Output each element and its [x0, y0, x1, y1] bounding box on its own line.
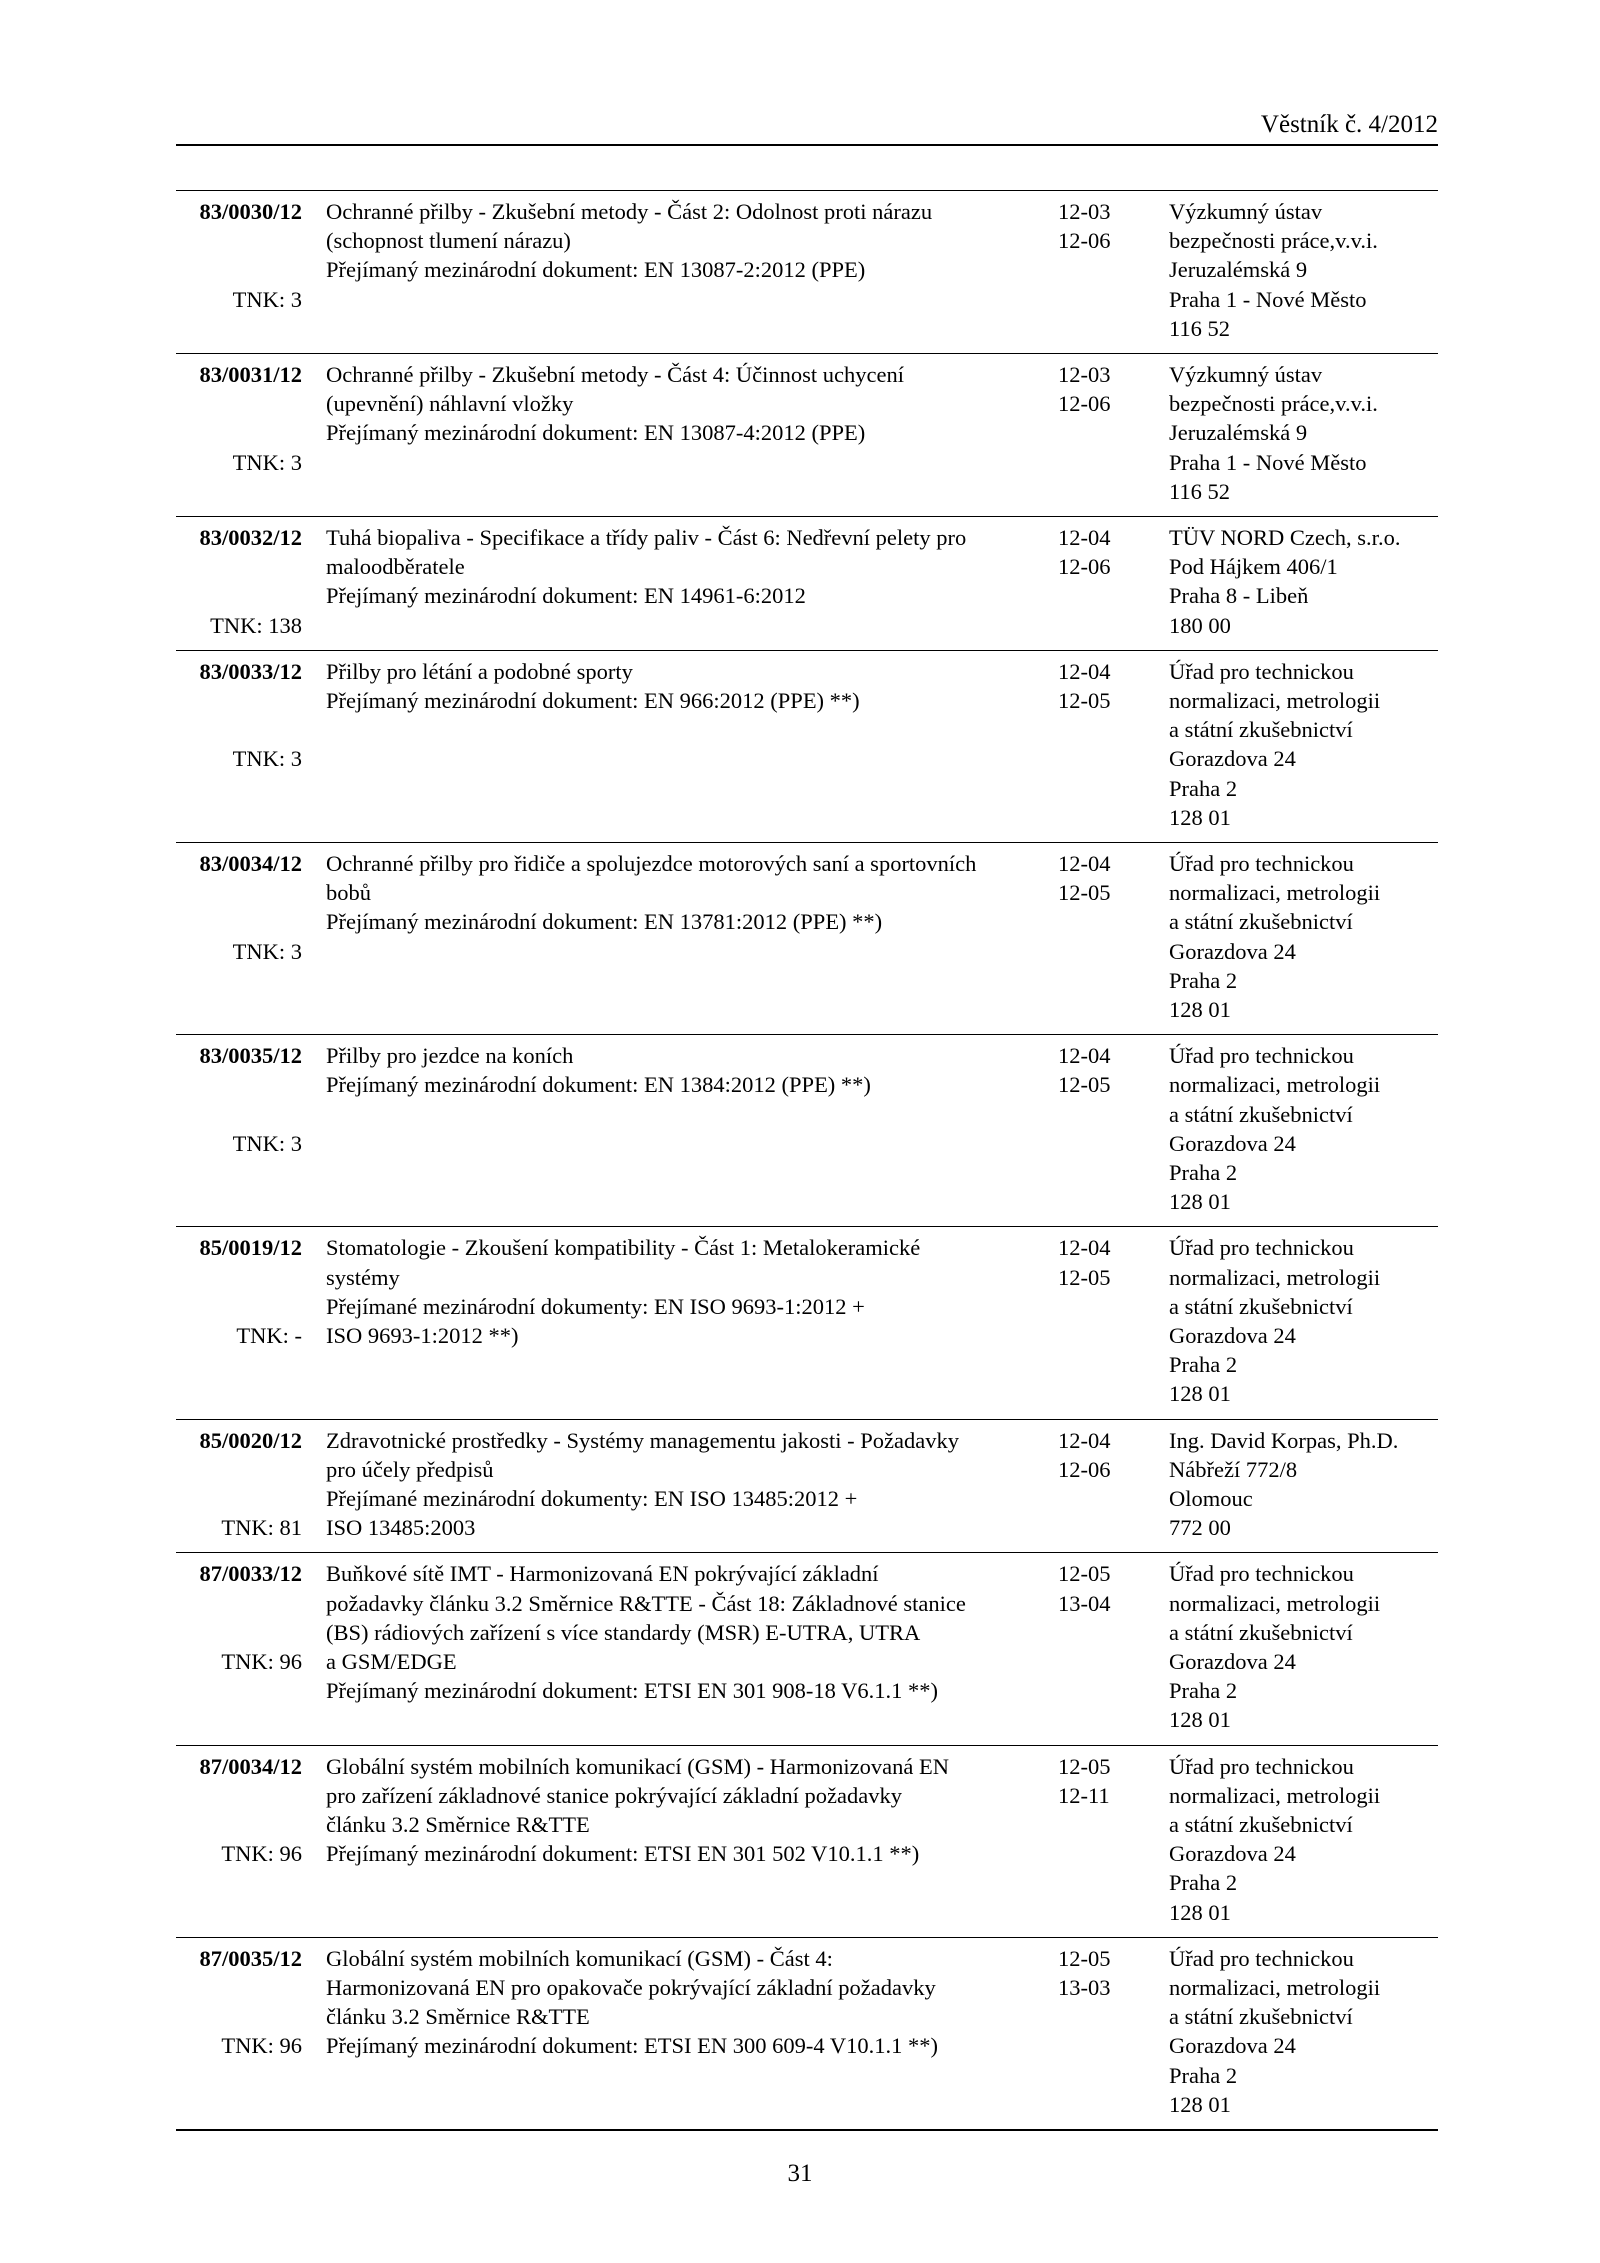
org-line: 128 01 — [1169, 1899, 1231, 1925]
date-value: 12-06 — [1058, 228, 1111, 254]
org-line: a státní zkušebnictví — [1169, 1293, 1353, 1319]
standard-code: 87/0034/12 — [199, 1753, 302, 1779]
org-line: Olomouc — [1169, 1485, 1253, 1511]
title-line: Stomatologie - Zkoušení kompatibility - Část 1: Metalokeramické — [326, 1235, 921, 1261]
org-line: Úřad pro technickou — [1169, 1235, 1354, 1261]
org-line: Jeruzalémská 9 — [1169, 420, 1308, 446]
org-line: Praha 1 - Nové Město — [1169, 449, 1367, 475]
title-line: Přejímaný mezinárodní dokument: ETSI EN 301 908-18 V6.1.1 **) — [326, 1678, 938, 1704]
table-row — [176, 1745, 1438, 1937]
tnk-label: TNK: 3 — [232, 746, 302, 772]
date-value: 12-04 — [1058, 525, 1111, 550]
date-value: 12-05 — [1058, 1264, 1111, 1290]
organization-cell — [1169, 1559, 1439, 1734]
organization-cell — [1169, 1041, 1439, 1216]
org-line: normalizaci, metrologii — [1169, 1782, 1381, 1808]
dates-cell — [1058, 1944, 1148, 2002]
title-cell — [326, 197, 1046, 285]
org-line: Gorazdova 24 — [1169, 938, 1296, 964]
page-header — [176, 110, 1438, 146]
title-line: Přejímaný mezinárodní dokument: EN 14961-6:2012 — [326, 583, 806, 609]
title-line: pro účely předpisů — [326, 1456, 494, 1482]
title-line: Přilby pro jezdce na koních — [326, 1043, 574, 1069]
tnk-label: TNK: 3 — [232, 938, 302, 964]
dates-cell — [1058, 1041, 1148, 1099]
organization-cell — [1169, 360, 1439, 506]
standards-table — [176, 190, 1438, 2131]
standard-code: 83/0030/12 — [199, 199, 302, 224]
title-cell — [326, 657, 1046, 715]
org-line: 128 01 — [1169, 1707, 1231, 1733]
org-line: 128 01 — [1169, 2091, 1231, 2117]
title-cell — [326, 1041, 1046, 1099]
table-row — [176, 353, 1438, 516]
org-line: a státní zkušebnictví — [1169, 2004, 1353, 2030]
title-line: Globální systém mobilních komunikací (GSM) - Část 4: — [326, 1945, 833, 1971]
organization-cell — [1169, 1752, 1439, 1927]
title-line: systémy — [326, 1264, 400, 1290]
table-row — [176, 842, 1438, 1034]
table-row — [176, 1552, 1438, 1744]
date-value: 13-03 — [1058, 1974, 1111, 2000]
title-line: Přejímaný mezinárodní dokument: EN 13781:2012 (PPE) **) — [326, 909, 883, 935]
dates-cell — [1058, 360, 1148, 418]
title-line: ISO 13485:2003 — [326, 1515, 476, 1541]
tnk-label: TNK: 138 — [210, 612, 302, 638]
date-value: 12-11 — [1058, 1782, 1110, 1808]
title-line: Přejímaný mezinárodní dokument: EN 1384:2012 (PPE) **) — [326, 1072, 871, 1098]
organization-cell — [1169, 523, 1439, 640]
title-line: Tuhá biopaliva - Specifikace a třídy paliv - Část 6: Nedřevní pelety pro — [326, 525, 967, 550]
org-line: Praha 1 - Nové Město — [1169, 286, 1367, 312]
date-value: 12-03 — [1058, 362, 1111, 387]
org-line: Úřad pro technickou — [1169, 1043, 1354, 1069]
title-line: požadavky článku 3.2 Směrnice R&TTE - Část 18: Základnové stanice — [326, 1590, 966, 1616]
title-line: Přejímaný mezinárodní dokument: ETSI EN 301 502 V10.1.1 **) — [326, 1841, 920, 1867]
page-number: 31 — [787, 2160, 813, 2187]
org-line: Praha 2 — [1169, 2062, 1238, 2088]
dates-cell — [1058, 1233, 1148, 1291]
title-cell — [326, 1944, 1046, 2061]
org-line: Gorazdova 24 — [1169, 1841, 1296, 1867]
dates-cell — [1058, 1426, 1148, 1484]
org-line: 116 52 — [1169, 478, 1231, 504]
org-line: Praha 2 — [1169, 1159, 1238, 1185]
org-line: 180 00 — [1169, 612, 1231, 638]
date-value: 12-05 — [1058, 1072, 1111, 1098]
table-row — [176, 650, 1438, 842]
title-line: bobů — [326, 880, 371, 906]
standard-code: 85/0019/12 — [199, 1235, 302, 1261]
code-cell — [176, 1041, 302, 1156]
date-value: 12-04 — [1058, 1427, 1111, 1453]
org-line: Výzkumný ústav — [1169, 362, 1323, 387]
code-cell — [176, 1944, 302, 2059]
org-line: normalizaci, metrologii — [1169, 1974, 1381, 2000]
organization-cell — [1169, 849, 1439, 1024]
org-line: Gorazdova 24 — [1169, 746, 1296, 772]
code-cell — [176, 657, 302, 772]
tnk-label: TNK: 3 — [232, 286, 302, 312]
code-cell — [176, 1426, 302, 1541]
title-line: Ochranné přilby pro řidiče a spolujezdce motorových saní a sportovních — [326, 850, 977, 876]
standard-code: 87/0033/12 — [199, 1561, 302, 1587]
dates-cell — [1058, 1559, 1148, 1617]
table-row — [176, 516, 1438, 650]
org-line: Výzkumný ústav — [1169, 199, 1323, 224]
title-cell — [326, 849, 1046, 937]
title-line: Přilby pro létání a podobné sporty — [326, 658, 633, 684]
organization-cell — [1169, 657, 1439, 832]
date-value: 12-04 — [1058, 1235, 1111, 1261]
org-line: Gorazdova 24 — [1169, 1322, 1296, 1348]
title-line: Harmonizovaná EN pro opakovače pokrývající základní požadavky — [326, 1974, 936, 2000]
date-value: 12-06 — [1058, 391, 1111, 417]
org-line: Ing. David Korpas, Ph.D. — [1169, 1427, 1399, 1453]
organization-cell — [1169, 1944, 1439, 2119]
date-value: 12-04 — [1058, 1043, 1111, 1069]
title-line: ISO 9693-1:2012 **) — [326, 1322, 519, 1348]
org-line: Gorazdova 24 — [1169, 1648, 1296, 1674]
org-line: bezpečnosti práce,v.v.i. — [1169, 228, 1378, 254]
standard-code: 83/0033/12 — [199, 658, 302, 684]
org-line: Gorazdova 24 — [1169, 2033, 1296, 2059]
org-line: normalizaci, metrologii — [1169, 1072, 1381, 1098]
org-line: Praha 2 — [1169, 775, 1238, 801]
date-value: 12-06 — [1058, 1456, 1111, 1482]
tnk-label: TNK: 96 — [221, 1648, 302, 1674]
org-line: Nábřeží 772/8 — [1169, 1456, 1298, 1482]
date-value: 12-03 — [1058, 199, 1111, 224]
code-cell — [176, 1233, 302, 1348]
org-line: a státní zkušebnictví — [1169, 1619, 1353, 1645]
org-line: 772 00 — [1169, 1515, 1231, 1541]
org-line: a státní zkušebnictví — [1169, 717, 1353, 743]
org-line: normalizaci, metrologii — [1169, 880, 1381, 906]
standard-code: 87/0035/12 — [199, 1945, 302, 1971]
org-line: Praha 8 - Libeň — [1169, 583, 1309, 609]
standard-code: 83/0032/12 — [199, 525, 302, 550]
org-line: Praha 2 — [1169, 1352, 1238, 1378]
dates-cell — [1058, 849, 1148, 907]
organization-cell — [1169, 197, 1439, 343]
org-line: Pod Hájkem 406/1 — [1169, 554, 1338, 580]
table-row — [176, 1034, 1438, 1226]
org-line: Jeruzalémská 9 — [1169, 257, 1308, 283]
org-line: bezpečnosti práce,v.v.i. — [1169, 391, 1378, 417]
dates-cell — [1058, 523, 1148, 581]
org-line: a státní zkušebnictví — [1169, 1811, 1353, 1837]
org-line: a státní zkušebnictví — [1169, 1101, 1353, 1127]
title-line: Přejímaný mezinárodní dokument: EN 13087-2:2012 (PPE) — [326, 257, 866, 283]
title-line: pro zařízení základnové stanice pokrývající základní požadavky — [326, 1782, 902, 1808]
title-line: (BS) rádiových zařízení s více standardy (MSR) E-UTRA, UTRA — [326, 1619, 921, 1645]
org-line: 116 52 — [1169, 315, 1231, 341]
title-line: a GSM/EDGE — [326, 1648, 457, 1674]
title-cell — [326, 1426, 1046, 1543]
org-line: Praha 2 — [1169, 1870, 1238, 1896]
code-cell — [176, 1752, 302, 1867]
organization-cell — [1169, 1426, 1439, 1543]
org-line: a státní zkušebnictví — [1169, 909, 1353, 935]
code-cell — [176, 523, 302, 638]
title-line: Přejímaný mezinárodní dokument: ETSI EN 300 609-4 V10.1.1 **) — [326, 2033, 938, 2059]
dates-cell — [1058, 657, 1148, 715]
standard-code: 83/0031/12 — [199, 362, 302, 387]
title-cell — [326, 360, 1046, 448]
title-line: Přejímané mezinárodní dokumenty: EN ISO 13485:2012 + — [326, 1485, 858, 1511]
code-cell — [176, 197, 302, 312]
dates-cell — [1058, 1752, 1148, 1810]
tnk-label: TNK: 3 — [232, 449, 302, 475]
org-line: 128 01 — [1169, 804, 1231, 830]
title-line: Zdravotnické prostředky - Systémy managementu jakosti - Požadavky — [326, 1427, 959, 1453]
title-line: (schopnost tlumení nárazu) — [326, 228, 571, 254]
title-line: Ochranné přilby - Zkušební metody - Část 2: Odolnost proti nárazu — [326, 199, 933, 224]
title-line: článku 3.2 Směrnice R&TTE — [326, 2004, 590, 2030]
code-cell — [176, 849, 302, 964]
org-line: Úřad pro technickou — [1169, 850, 1354, 876]
table-row — [176, 1419, 1438, 1553]
org-line: 128 01 — [1169, 1381, 1231, 1407]
org-line: Gorazdova 24 — [1169, 1130, 1296, 1156]
code-cell — [176, 360, 302, 475]
title-line: Ochranné přilby - Zkušební metody - Část 4: Účinnost uchycení — [326, 362, 904, 387]
org-line: normalizaci, metrologii — [1169, 1590, 1381, 1616]
date-value: 13-04 — [1058, 1590, 1111, 1616]
title-cell — [326, 523, 1046, 611]
title-line: Globální systém mobilních komunikací (GSM) - Harmonizovaná EN — [326, 1753, 950, 1779]
title-line: (upevnění) náhlavní vložky — [326, 391, 574, 417]
org-line: Úřad pro technickou — [1169, 1561, 1354, 1587]
tnk-label: TNK: 96 — [221, 1841, 302, 1867]
table-row — [176, 1937, 1438, 2129]
date-value: 12-05 — [1058, 1561, 1111, 1587]
org-line: normalizaci, metrologii — [1169, 1264, 1381, 1290]
date-value: 12-05 — [1058, 1945, 1111, 1971]
date-value: 12-06 — [1058, 554, 1111, 580]
table-row — [176, 191, 1438, 353]
title-line: Buňkové sítě IMT - Harmonizovaná EN pokrývající základní — [326, 1561, 879, 1587]
tnk-label: TNK: - — [236, 1322, 302, 1348]
date-value: 12-04 — [1058, 850, 1111, 876]
title-line: Přejímaný mezinárodní dokument: EN 13087-4:2012 (PPE) — [326, 420, 866, 446]
tnk-label: TNK: 3 — [232, 1130, 302, 1156]
org-line: 128 01 — [1169, 1189, 1231, 1215]
title-cell — [326, 1559, 1046, 1705]
org-line: Praha 2 — [1169, 967, 1238, 993]
org-line: Úřad pro technickou — [1169, 658, 1354, 684]
standard-code: 83/0034/12 — [199, 850, 302, 876]
organization-cell — [1169, 1233, 1439, 1408]
date-value: 12-05 — [1058, 1753, 1111, 1779]
date-value: 12-04 — [1058, 658, 1111, 684]
dates-cell — [1058, 197, 1148, 255]
code-cell — [176, 1559, 302, 1674]
journal-title: Věstník č. 4/2012 — [1260, 111, 1438, 138]
title-line: Přejímaný mezinárodní dokument: EN 966:2012 (PPE) **) — [326, 688, 860, 713]
org-line: 128 01 — [1169, 997, 1231, 1022]
title-line: Přejímané mezinárodní dokumenty: EN ISO 9693-1:2012 + — [326, 1293, 865, 1319]
date-value: 12-05 — [1058, 688, 1111, 713]
tnk-label: TNK: 81 — [221, 1515, 302, 1541]
table-row — [176, 1226, 1438, 1418]
standard-code: 83/0035/12 — [199, 1043, 302, 1069]
org-line: TÜV NORD Czech, s.r.o. — [1169, 525, 1401, 550]
title-cell — [326, 1752, 1046, 1869]
org-line: Úřad pro technickou — [1169, 1945, 1354, 1971]
org-line: Praha 2 — [1169, 1678, 1238, 1704]
org-line: Úřad pro technickou — [1169, 1753, 1354, 1779]
org-line: normalizaci, metrologii — [1169, 688, 1381, 713]
title-line: maloodběratele — [326, 554, 465, 580]
tnk-label: TNK: 96 — [221, 2033, 302, 2059]
title-line: článku 3.2 Směrnice R&TTE — [326, 1811, 590, 1837]
standard-code: 85/0020/12 — [199, 1427, 302, 1453]
title-cell — [326, 1233, 1046, 1350]
date-value: 12-05 — [1058, 880, 1111, 906]
